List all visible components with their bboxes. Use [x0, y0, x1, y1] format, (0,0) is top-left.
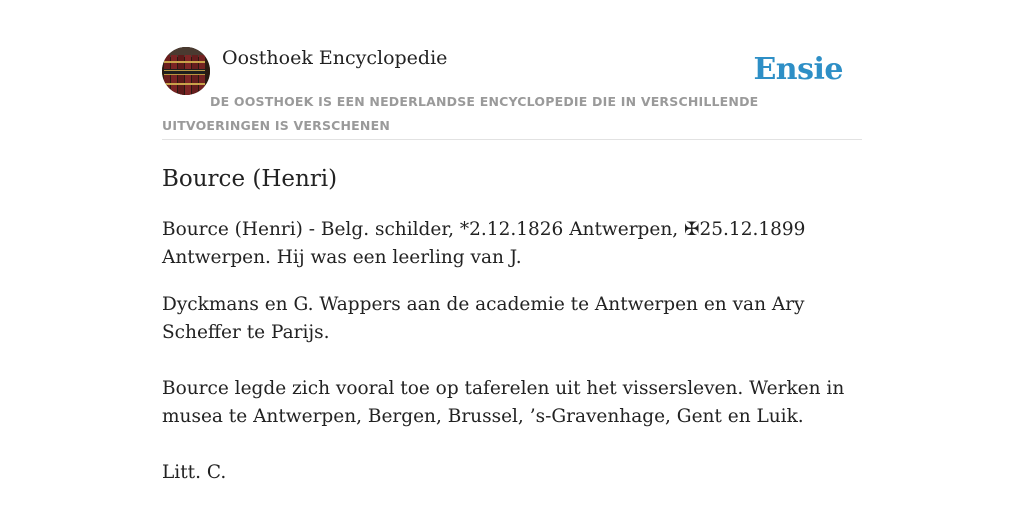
- article-paragraph: Bource (Henri) - Belg. schilder, *2.12.1826 Antwerpen, ✠25.12.1899 Antwerpen. Hij was een leerling van J.: [162, 219, 806, 268]
- brand-logo[interactable]: Ensie: [753, 52, 843, 87]
- books-icon: [162, 47, 210, 95]
- article-paragraph: Litt. C.: [162, 462, 227, 483]
- article-title: Bource (Henri): [162, 166, 338, 192]
- site-title[interactable]: Oosthoek Encyclopedie: [222, 47, 448, 69]
- article-paragraph: Bource legde zich vooral toe op taferelen uit het vissersleven. Werken in musea te Antwerpen, Bergen, Brussel, ’s-Gravenhage, Gent en Luik.: [162, 378, 845, 427]
- encyclopedia-avatar-icon[interactable]: [162, 47, 210, 95]
- article: [162, 160, 862, 483]
- site-header: [162, 44, 862, 140]
- article-paragraph: Dyckmans en G. Wappers aan de academie te Antwerpen en van Ary Scheffer te Parijs.: [162, 294, 805, 343]
- site-tagline: DE OOSTHOEK IS EEN NEDERLANDSE ENCYCLOPEDIE DIE IN VERSCHILLENDE UITVOERINGEN IS VERSCHENEN: [162, 94, 759, 133]
